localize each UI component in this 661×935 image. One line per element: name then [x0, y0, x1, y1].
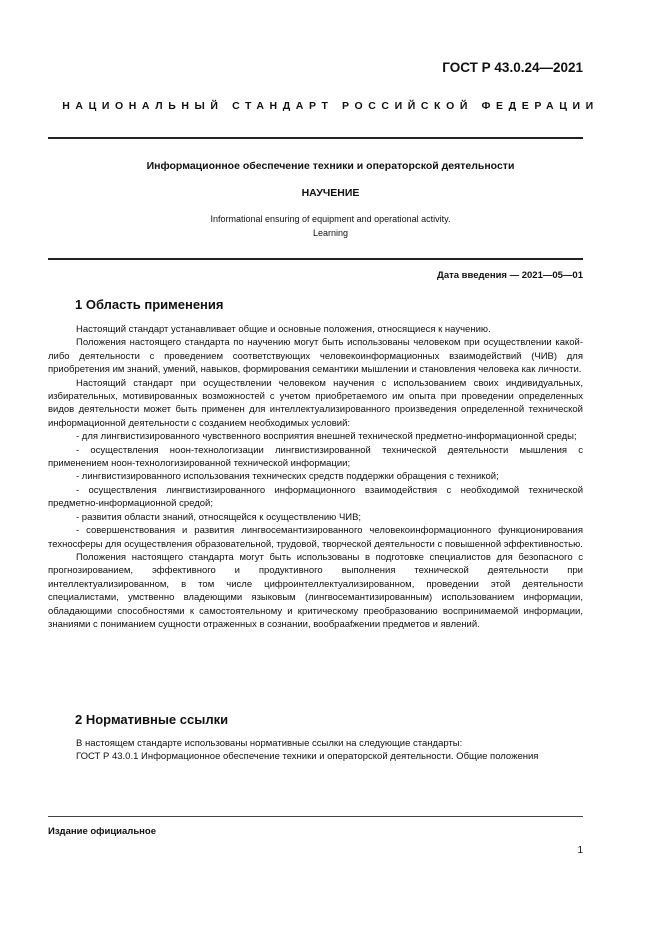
title-divider	[48, 258, 583, 260]
official-edition-label: Издание официальное	[48, 826, 156, 837]
english-title-line-2: Learning	[312, 228, 349, 238]
document-subtitle: НАУЧЕНИЕ	[301, 187, 360, 199]
list-item: - для лингвистизированного чувственного восприятия внешней технической предметно-информационной среды;	[76, 431, 577, 443]
list-item: - лингвистизированного использования технических средств поддержки обращения с техникой;	[76, 471, 499, 483]
document-code: ГОСТ Р 43.0.24—2021	[442, 60, 583, 75]
english-title	[0, 212, 661, 240]
list-item: - осуществления лингвистизированного информационного взаимодействия с необходимой технической предметно-информационной средой;	[48, 484, 583, 510]
list-item: - развития области знаний, относящейся к осуществлению ЧИВ;	[76, 511, 362, 523]
paragraph: В настоящем стандарте использованы нормативные ссылки на следующие стандарты:	[76, 738, 463, 749]
section-2-heading: 2 Нормативные ссылки	[75, 712, 229, 727]
paragraph: Настоящий стандарт устанавливает общие и основные положения, относящиеся к научению.	[76, 324, 491, 335]
list-item: - осуществления ноон-технологизации лингвистизированной технической деятельности мышления с применением ноон-технологизированной технической информации;	[48, 444, 583, 470]
header-divider	[48, 137, 583, 139]
document-title: Информационное обеспечение техники и операторской деятельности	[146, 160, 515, 172]
english-title-line-1: Informational ensuring of equipment and operational activity.	[210, 214, 451, 224]
paragraph: Положения настоящего стандарта по научению могут быть использованы человеком при осуществлении какой-либо деятельности с проведением соответствующих человекоинформационных взаимодействий (ЧИВ) для приобретения им знаний, умений, навыков, формирования семантики мышлении и становления человека как личности.	[48, 337, 583, 376]
section-1-body	[48, 323, 583, 631]
page-number: 1	[577, 845, 583, 856]
national-standard-banner: НАЦИОНАЛЬНЫЙ СТАНДАРТ РОССИЙСКОЙ ФЕДЕРАЦИИ	[62, 100, 599, 112]
section-1-heading: 1 Область применения	[75, 297, 224, 312]
paragraph: Настоящий стандарт при осуществлении человеком научения с использованием своих индивидуальных, избирательных, мотивированных возможностей с учетом приобретаемого им опыта при проведении определенных видов деятельности может быть применен для интеллектуализированного произведения определенной технической информационной деятельности с созданием необходимых условий:	[48, 377, 583, 429]
reference-item: ГОСТ Р 43.0.1 Информационное обеспечение техники и операторской деятельности. Общие положения	[76, 751, 539, 763]
list-item: - совершенствования и развития лингвосемантизированного человекоинформационного функционирования техносферы для осуществления образовательной, трудовой, творческой деятельности с повышенной эффективностью.	[48, 525, 583, 550]
paragraph: Положения настоящего стандарта могут быть использованы в подготовке специалистов для безопасного с прогнозированием, эффективного и продуктивного выполнения технической деятельности при интеллектуализированном, в том числе цифроинтеллектуализированном, проведении этой деятельности специалистами, умственно владеющими языковым (лингвосемантизированным) использованием информации, обладающими способностями к самостоятельному и критическому преобразованию воспринимаемой информации, знаниями с пониманием сущности отраженных в сознании, вообраafжении предметов и явлений.	[48, 551, 583, 630]
section-2-body	[48, 737, 583, 764]
footer-divider	[48, 816, 583, 817]
introduction-date: Дата введения — 2021—05—01	[437, 270, 583, 281]
